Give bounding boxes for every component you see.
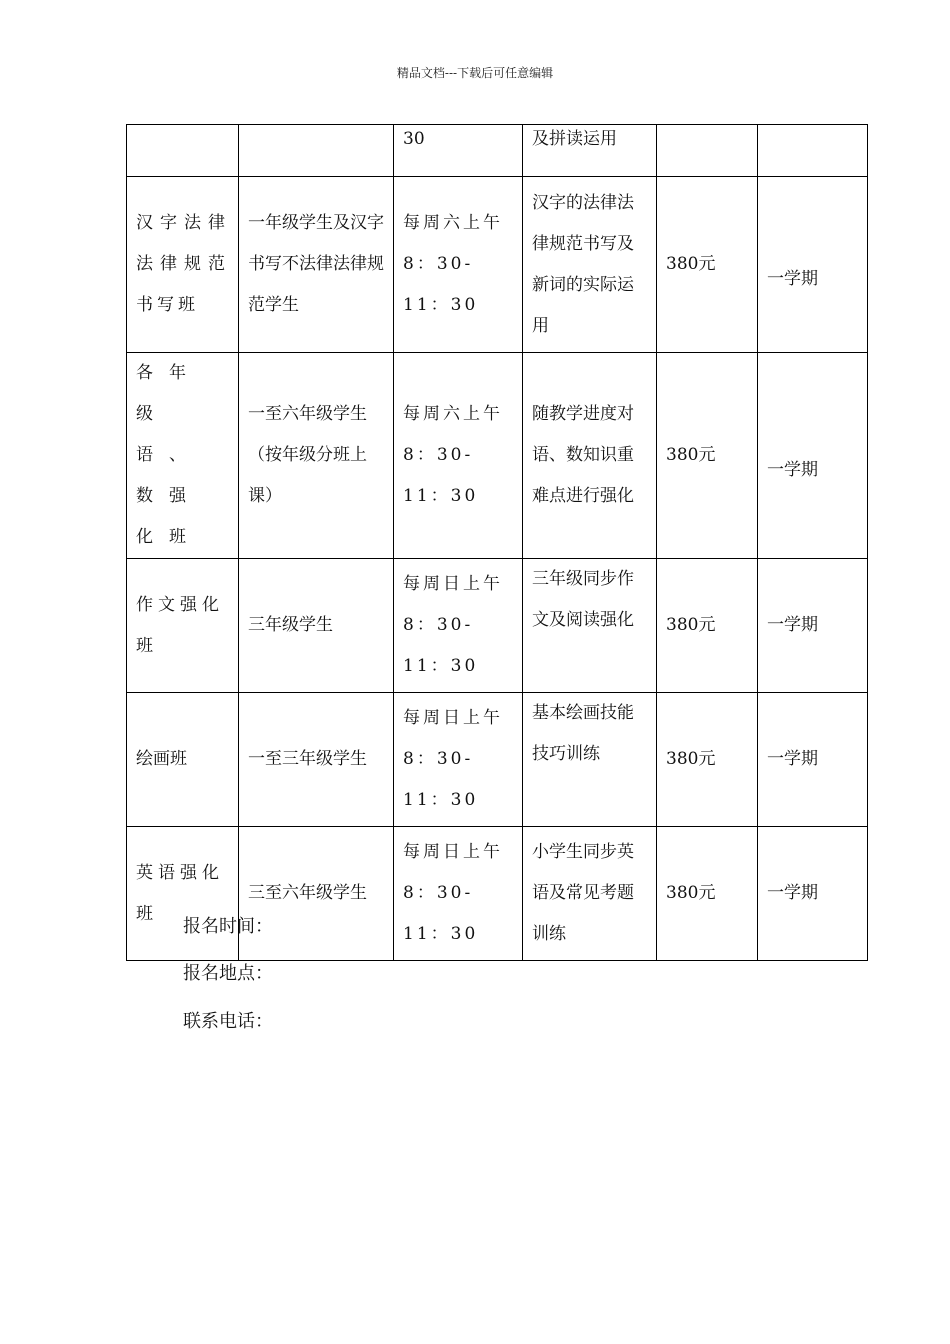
- content-cell: 三年级同步作文及阅读强化: [523, 559, 657, 693]
- price-cell: 380元: [657, 693, 758, 827]
- table-row: [127, 693, 868, 827]
- course-name-cell: 绘画班: [127, 693, 239, 827]
- duration-cell: 一学期: [758, 827, 868, 961]
- audience-cell: 三年级学生: [239, 559, 394, 693]
- course-table: [126, 124, 868, 961]
- schedule-cell: 每周六上午8：30-11：30: [394, 353, 523, 559]
- schedule-cell: 每周日上午8：30-11：30: [394, 693, 523, 827]
- price-cell: 380元: [657, 827, 758, 961]
- schedule-cell: 30: [394, 125, 523, 177]
- price-cell: [657, 125, 758, 177]
- duration-cell: 一学期: [758, 353, 868, 559]
- schedule-cell: 每周日上午8：30-11：30: [394, 559, 523, 693]
- duration-cell: 一学期: [758, 693, 868, 827]
- audience-cell: 一至六年级学生（按年级分班上课）: [239, 353, 394, 559]
- course-name-cell: 英语强化班: [127, 827, 239, 961]
- table-row: [127, 177, 868, 353]
- table-row: [127, 827, 868, 961]
- registration-time-label: 报名时间：: [183, 916, 273, 937]
- contact-phone-label: 联系电话：: [183, 1011, 273, 1032]
- audience-cell: 一至三年级学生: [239, 693, 394, 827]
- price-cell: 380元: [657, 177, 758, 353]
- content-cell: 及拼读运用: [523, 125, 657, 177]
- page-header: 精品文档---下载后可任意编辑: [396, 66, 554, 80]
- duration-cell: 一学期: [758, 177, 868, 353]
- content-cell: 小学生同步英语及常见考题训练: [523, 827, 657, 961]
- course-name-cell: [127, 125, 239, 177]
- schedule-cell: 每周日上午8：30-11：30: [394, 827, 523, 961]
- audience-cell: 一年级学生及汉字书写不法律法律规范学生: [239, 177, 394, 353]
- price-cell: 380元: [657, 559, 758, 693]
- table-row: [127, 559, 868, 693]
- content-cell: 基本绘画技能技巧训练: [523, 693, 657, 827]
- schedule-cell: 每周六上午8：30-11：30: [394, 177, 523, 353]
- course-name-cell: 作文强化班: [127, 559, 239, 693]
- table-row: [127, 353, 868, 559]
- registration-place-label: 报名地点：: [183, 963, 273, 984]
- duration-cell: [758, 125, 868, 177]
- duration-cell: 一学期: [758, 559, 868, 693]
- price-cell: 380元: [657, 353, 758, 559]
- audience-cell: [239, 125, 394, 177]
- course-name-cell: 各年级语、数强化班: [127, 353, 239, 559]
- content-cell: 汉字的法律法律规范书写及新词的实际运用: [523, 177, 657, 353]
- course-name-cell: 汉字法律法律规范书写班: [127, 177, 239, 353]
- content-cell: 随教学进度对语、数知识重难点进行强化: [523, 353, 657, 559]
- audience-cell: 三至六年级学生: [239, 827, 394, 961]
- table-row: [127, 125, 868, 177]
